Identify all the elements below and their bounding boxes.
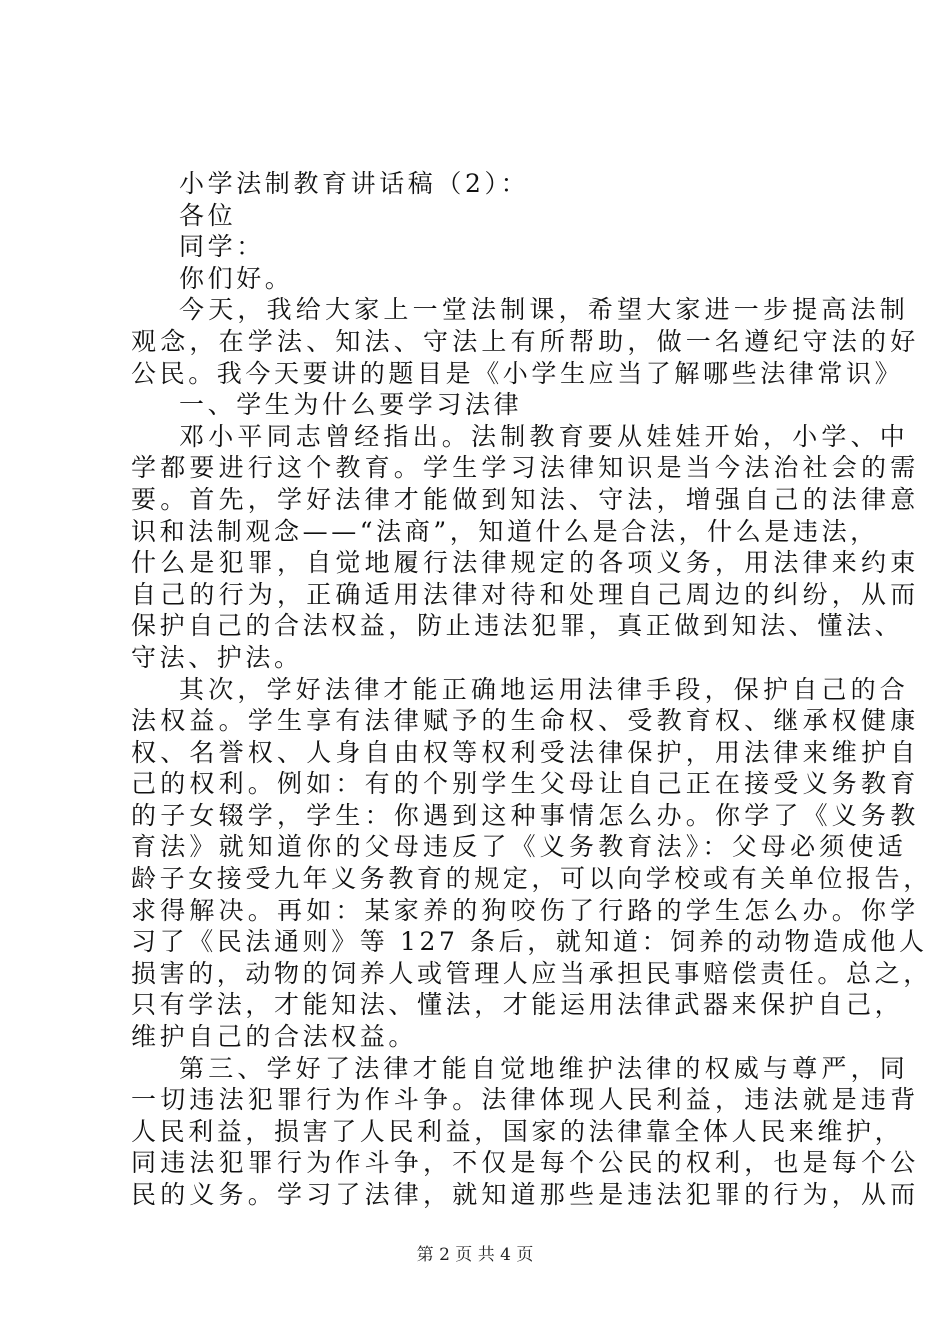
section-heading: 一、学生为什么要学习法律: [179, 390, 523, 420]
paragraph-line: 民的义务。学习了法律，就知道那些是违法犯罪的行为，从而: [131, 1180, 920, 1209]
paragraph-line: 损害的，动物的饲养人或管理人应当承担民事赔偿责任。总之，: [131, 958, 932, 988]
paragraph-line: 己的权利。例如：有的个别学生父母让自己正在接受义务教育: [131, 769, 920, 799]
paragraph-line: 习了《民法通则》等 127 条后，就知道：饲养的动物造成他人: [131, 927, 928, 957]
paragraph-line: 其次，学好法律才能正确地运用法律手段，保护自己的合: [179, 674, 910, 704]
paragraph-line: 育法》就知道你的父母违反了《义务教育法》：父母必须使适: [131, 832, 907, 862]
paragraph-line: 学都要进行这个教育。学生学习法律知识是当今法治社会的需: [131, 453, 920, 483]
paragraph-line: 同违法犯罪行为作斗争，不仅是每个公民的权利，也是每个公: [131, 1148, 920, 1178]
paragraph-line: 今天，我给大家上一堂法制课，希望大家进一步提高法制: [179, 295, 910, 325]
paragraph-line: 的子女辍学，学生：你遇到这种事情怎么办。你学了《义务教: [131, 800, 920, 830]
page-number-footer: 第 2 页 共 4 页: [416, 1245, 534, 1265]
paragraph-line: 一切违法犯罪行为作斗争。法律体现人民利益，违法就是违背: [131, 1085, 920, 1115]
paragraph-line: 人民利益，损害了人民利益，国家的法律靠全体人民来维护，: [131, 1116, 904, 1146]
paragraph-line: 只有学法，才能知法、懂法，才能运用法律武器来保护自己，: [131, 990, 904, 1020]
paragraph-line: 观念，在学法、知法、守法上有所帮助，做一名遵纪守法的好: [131, 326, 920, 356]
paragraph-line: 守法、护法。: [131, 642, 303, 672]
paragraph-line: 法权益。学生享有法律赋予的生命权、受教育权、继承权健康: [131, 706, 920, 736]
greeting-line: 你们好。: [179, 263, 294, 293]
paragraph-line: 公民。我今天要讲的题目是《小学生应当了解哪些法律常识》: [131, 358, 904, 388]
salutation-line: 同学：: [179, 232, 265, 262]
paragraph-line: 第三、学好了法律才能自觉地维护法律的权威与尊严，同: [179, 1053, 910, 1083]
paragraph-line: 自己的行为，正确适用法律对待和处理自己周边的纠纷，从而: [131, 579, 920, 609]
paragraph-line: 权、名誉权、人身自由权等权利受法律保护，用法律来维护自: [131, 737, 920, 767]
paragraph-line: 邓小平同志曾经指出。法制教育要从娃娃开始，小学、中: [179, 421, 910, 451]
salutation-line: 各位: [179, 200, 237, 230]
paragraph-line: 维护自己的合法权益。: [131, 1022, 418, 1052]
paragraph-line: 求得解决。再如：某家养的狗咬伤了行路的学生怎么办。你学: [131, 895, 920, 925]
paragraph-line: 要。首先，学好法律才能做到知法、守法，增强自己的法律意: [131, 484, 920, 514]
paragraph-line: 保护自己的合法权益，防止违法犯罪，真正做到知法、懂法、: [131, 611, 904, 641]
document-title: 小学法制教育讲话稿（2）：: [179, 169, 530, 198]
paragraph-line: 龄子女接受九年义务教育的规定，可以向学校或有关单位报告，: [131, 864, 932, 894]
paragraph-line: 识和法制观念——“法商”，知道什么是合法，什么是违法，: [131, 516, 879, 546]
paragraph-line: 什么是犯罪，自觉地履行法律规定的各项义务，用法律来约束: [131, 548, 920, 578]
document-body: [131, 168, 932, 1211]
